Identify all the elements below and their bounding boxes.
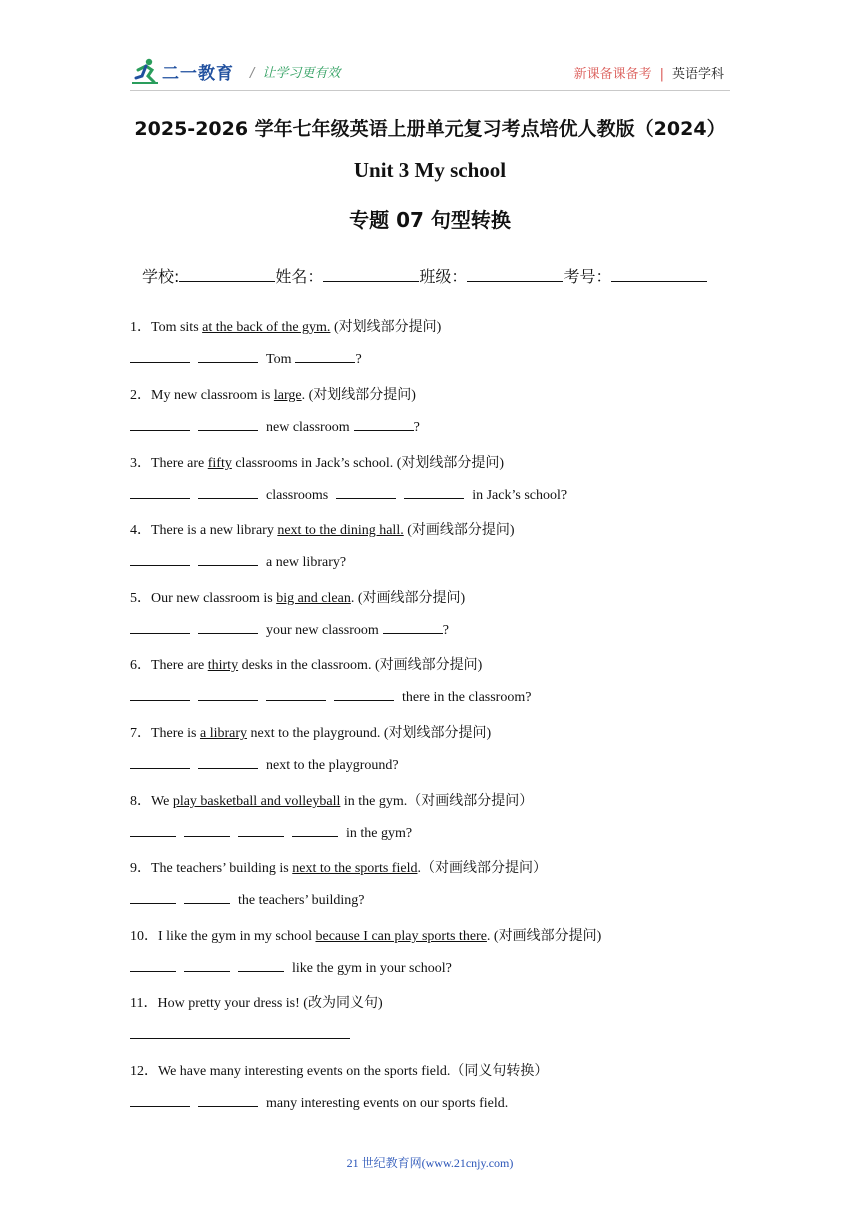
question-3: 3．There are fifty classrooms in Jack’s school. (对划线部分提问) [130, 456, 505, 471]
answer-line-7: next to the playground? [130, 756, 399, 774]
question-5: 5．Our new classroom is big and clean. (对画线部分提问) [130, 591, 466, 606]
answer-line-3: classrooms in Jack’s school? [130, 486, 567, 504]
logo [130, 56, 234, 86]
class-blank[interactable] [467, 267, 563, 282]
question-7: 7．There is a library next to the playground. (对划线部分提问) [130, 726, 492, 741]
question-10: 10．I like the gym in my school because I can play sports there. (对画线部分提问) [130, 929, 602, 944]
question-2: 2．My new classroom is large. (对划线部分提问) [130, 388, 416, 403]
slogan: / 让学习更有效 [250, 66, 341, 81]
header-right: 新课备课备考 | 英语学科 [573, 67, 724, 82]
topic-title: 专题 07 句型转换 [349, 208, 511, 232]
runner-logo-icon [130, 56, 160, 86]
answer-line-1: Tom ? [130, 350, 362, 368]
name-blank[interactable] [323, 267, 419, 282]
answer-line-10: like the gym in your school? [130, 959, 452, 977]
answer-line-2: new classroom ? [130, 418, 420, 436]
question-11: 11．How pretty your dress is! (改为同义句) [130, 996, 383, 1011]
unit-title: Unit 3 My school [353, 158, 507, 182]
question-1: 1．Tom sits at the back of the gym. (对划线部分提问) [130, 320, 442, 335]
doc-title: 2025-2026 学年七年级英语上册单元复习考点培优人教版（2024） [134, 118, 726, 140]
answer-line-5: your new classroom ? [130, 621, 449, 639]
page-header [130, 56, 730, 90]
answer-line-8: in the gym? [130, 824, 412, 842]
page-footer: 21 世纪教育网(www.21cnjy.com) [346, 1156, 514, 1170]
question-8: 8．We play basketball and volleyball in the gym.（对画线部分提问） [130, 794, 534, 809]
header-divider [130, 90, 730, 91]
answer-line-9: the teachers’ building? [130, 891, 364, 909]
question-12: 12．We have many interesting events on the sports field.（同义句转换） [130, 1064, 549, 1079]
answer-line-4: a new library? [130, 553, 346, 571]
student-info: 学校: 姓名： 班级： 考号： [142, 264, 707, 287]
question-6: 6．There are thirty desks in the classroom. (对画线部分提问) [130, 658, 483, 673]
school-blank[interactable] [179, 267, 275, 282]
answer-line-11 [130, 1024, 350, 1044]
number-blank[interactable] [611, 267, 707, 282]
logo-text: 二一教育 [162, 63, 234, 84]
answer-line-6: there in the classroom? [130, 688, 531, 706]
question-9: 9．The teachers’ building is next to the sports field.（对画线部分提问） [130, 861, 547, 876]
question-4: 4．There is a new library next to the dining hall. (对画线部分提问) [130, 523, 515, 538]
answer-line-12: many interesting events on our sports field. [130, 1094, 508, 1112]
